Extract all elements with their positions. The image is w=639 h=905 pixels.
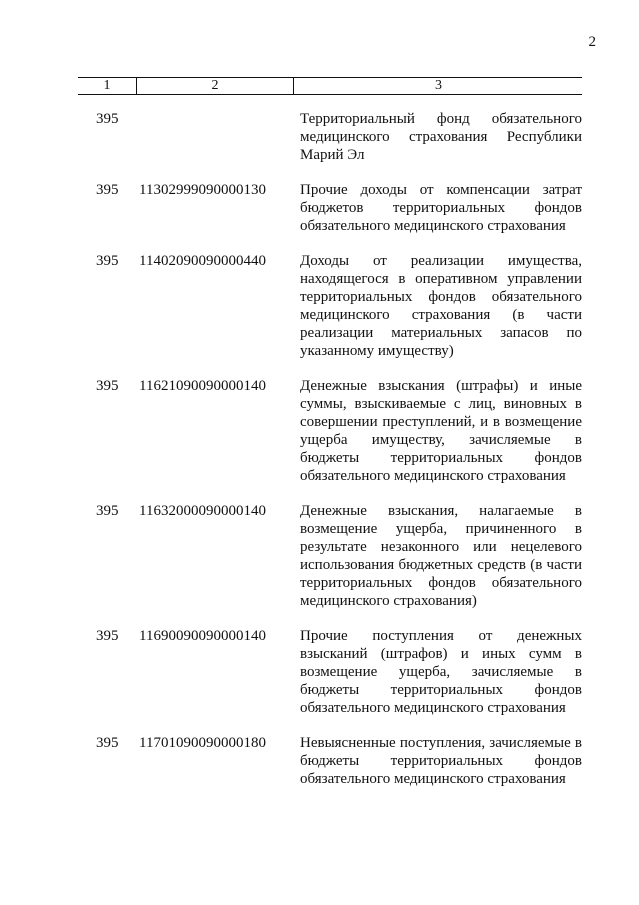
income-name: Денежные взыскания (штрафы) и иные суммы, взыскиваемые с лиц, виновных в совершении преступлений, и в возмещение ущерба имуществу, зачисляемые в бюджеты территориальных фондов обязательного медицинского страхования xyxy=(300,378,582,484)
table-row xyxy=(78,181,582,235)
table-row xyxy=(78,252,582,360)
admin-code: 395 xyxy=(96,378,119,394)
income-code: 11621090090000140 xyxy=(139,378,266,394)
header-col-1: 1 xyxy=(103,78,111,93)
admin-code: 395 xyxy=(96,111,119,127)
income-code: 11302999090000130 xyxy=(139,182,266,198)
header-col-3: 3 xyxy=(293,78,583,94)
income-name: Денежные взыскания, налагаемые в возмещение ущерба, причиненного в результате незаконного или нецелевого использования бюджетных средств (в части территориальных фондов обязательного медицинского страхования) xyxy=(300,503,582,609)
table-row xyxy=(78,377,582,485)
income-code xyxy=(136,110,300,164)
income-code: 11632000090000140 xyxy=(139,503,266,519)
income-name: Доходы от реализации имущества, находящегося в оперативном управлении территориальных фондов обязательного медицинского страхования (в части реализации материальных запасов по указанному имуществу) xyxy=(300,253,582,359)
table-row xyxy=(78,110,582,164)
income-name: Территориальный фонд обязательного медицинского страхования Республики Марий Эл xyxy=(300,111,582,163)
admin-code: 395 xyxy=(96,253,119,269)
table-body xyxy=(78,110,582,788)
admin-code: 395 xyxy=(96,503,119,519)
income-name: Невыясненные поступления, зачисляемые в бюджеты территориальных фондов обязательного медицинского страхования xyxy=(300,735,582,787)
income-name: Прочие доходы от компенсации затрат бюджетов территориальных фондов обязательного медицинского страхования xyxy=(300,182,582,234)
admin-code: 395 xyxy=(96,735,119,751)
table-row xyxy=(78,734,582,788)
income-name: Прочие поступления от денежных взысканий (штрафов) и иных сумм в возмещение ущерба, зачисляемые в бюджеты территориальных фондов обязательного медицинского страхования xyxy=(300,628,582,716)
table-header xyxy=(78,77,582,95)
table-row xyxy=(78,627,582,717)
page-number: 2 xyxy=(588,34,596,50)
header-col-2: 2 xyxy=(136,78,293,94)
income-code: 11690090090000140 xyxy=(139,628,266,644)
admin-code: 395 xyxy=(96,628,119,644)
income-code: 11402090090000440 xyxy=(139,253,266,269)
table-row xyxy=(78,502,582,610)
income-code: 11701090090000180 xyxy=(139,735,266,751)
admin-code: 395 xyxy=(96,182,119,198)
